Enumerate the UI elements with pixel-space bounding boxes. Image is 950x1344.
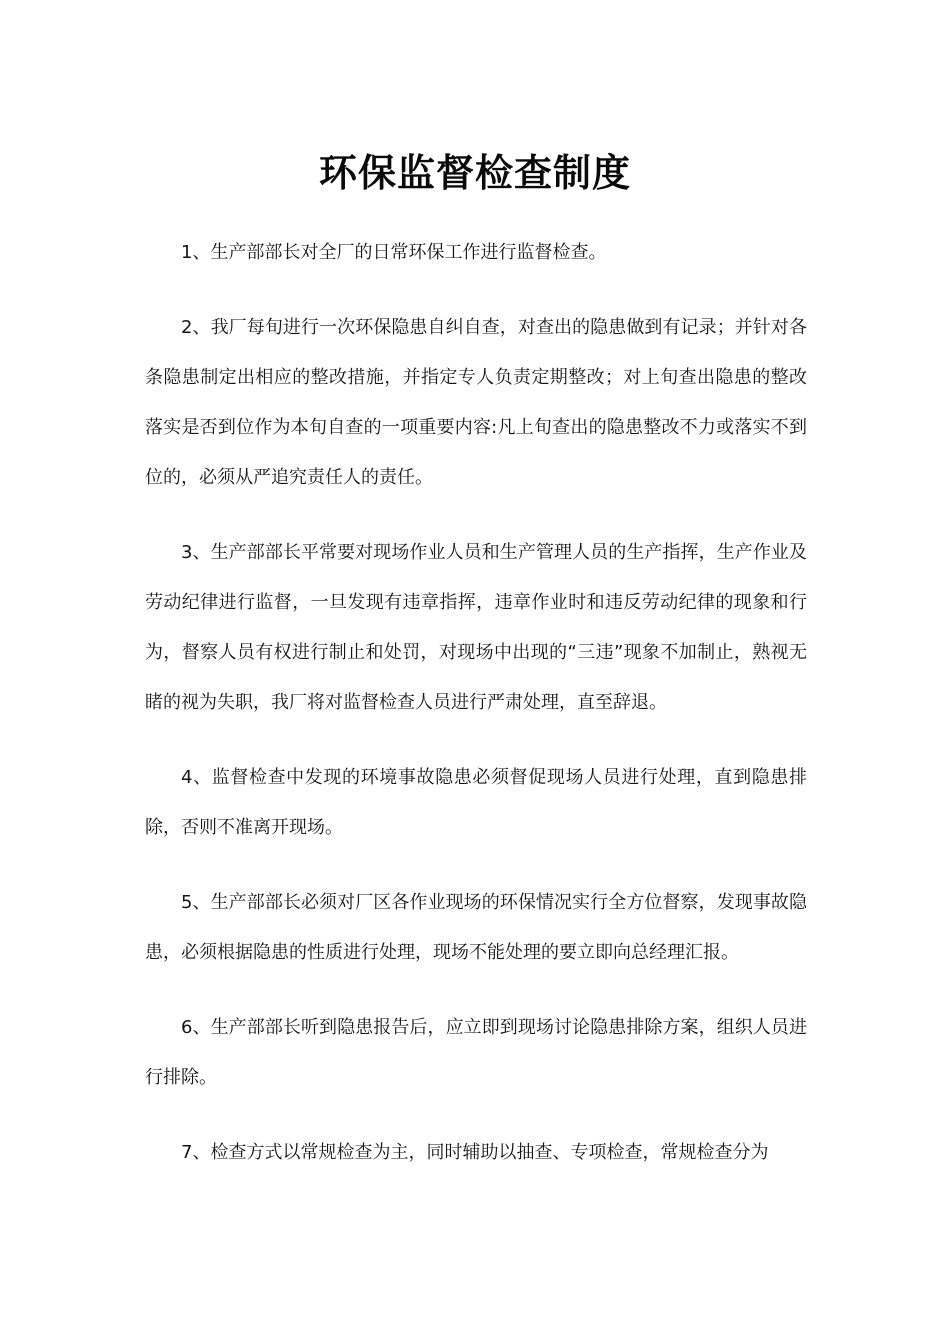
paragraph-1: 1、生产部部长对全厂的日常环保工作进行监督检查。 (181, 242, 607, 263)
paragraph-4: 4、监督检查中发现的环境事故隐患必须督促现场人员进行处理，直到隐患排除，否则不准离开现场。 (145, 767, 807, 838)
paragraph-5: 5、生产部部长必须对厂区各作业现场的环保情况实行全方位督察，发现事故隐患，必须根据隐患的性质进行处理，现场不能处理的要立即向总经理汇报。 (145, 892, 807, 963)
paragraph-7: 7、检查方式以常规检查为主，同时辅助以抽查、专项检查，常规检查分为 (181, 1142, 769, 1163)
paragraph-6: 6、生产部部长听到隐患报告后，应立即到现场讨论隐患排除方案，组织人员进行排除。 (145, 1017, 807, 1088)
document-body (145, 228, 807, 1203)
document-title: 环保监督检查制度 (318, 151, 631, 195)
paragraph-3: 3、生产部部长平常要对现场作业人员和生产管理人员的生产指挥，生产作业及劳动纪律进行监督，一旦发现有违章指挥，违章作业时和违反劳动纪律的现象和行为，督察人员有权进行制止和处罚，对现场中出现的“三违”现象不加制止，熟视无睹的视为失职，我厂将对监督检查人员进行严肃处理，直至辞退。 (145, 542, 807, 713)
paragraph-2: 2、我厂每旬进行一次环保隐患自纠自查，对查出的隐患做到有记录；并针对各条隐患制定出相应的整改措施，并指定专人负责定期整改；对上旬查出隐患的整改落实是否到位作为本旬自查的一项重要内容:凡上旬查出的隐患整改不力或落实不到位的，必须从严追究责任人的责任。 (145, 317, 807, 488)
